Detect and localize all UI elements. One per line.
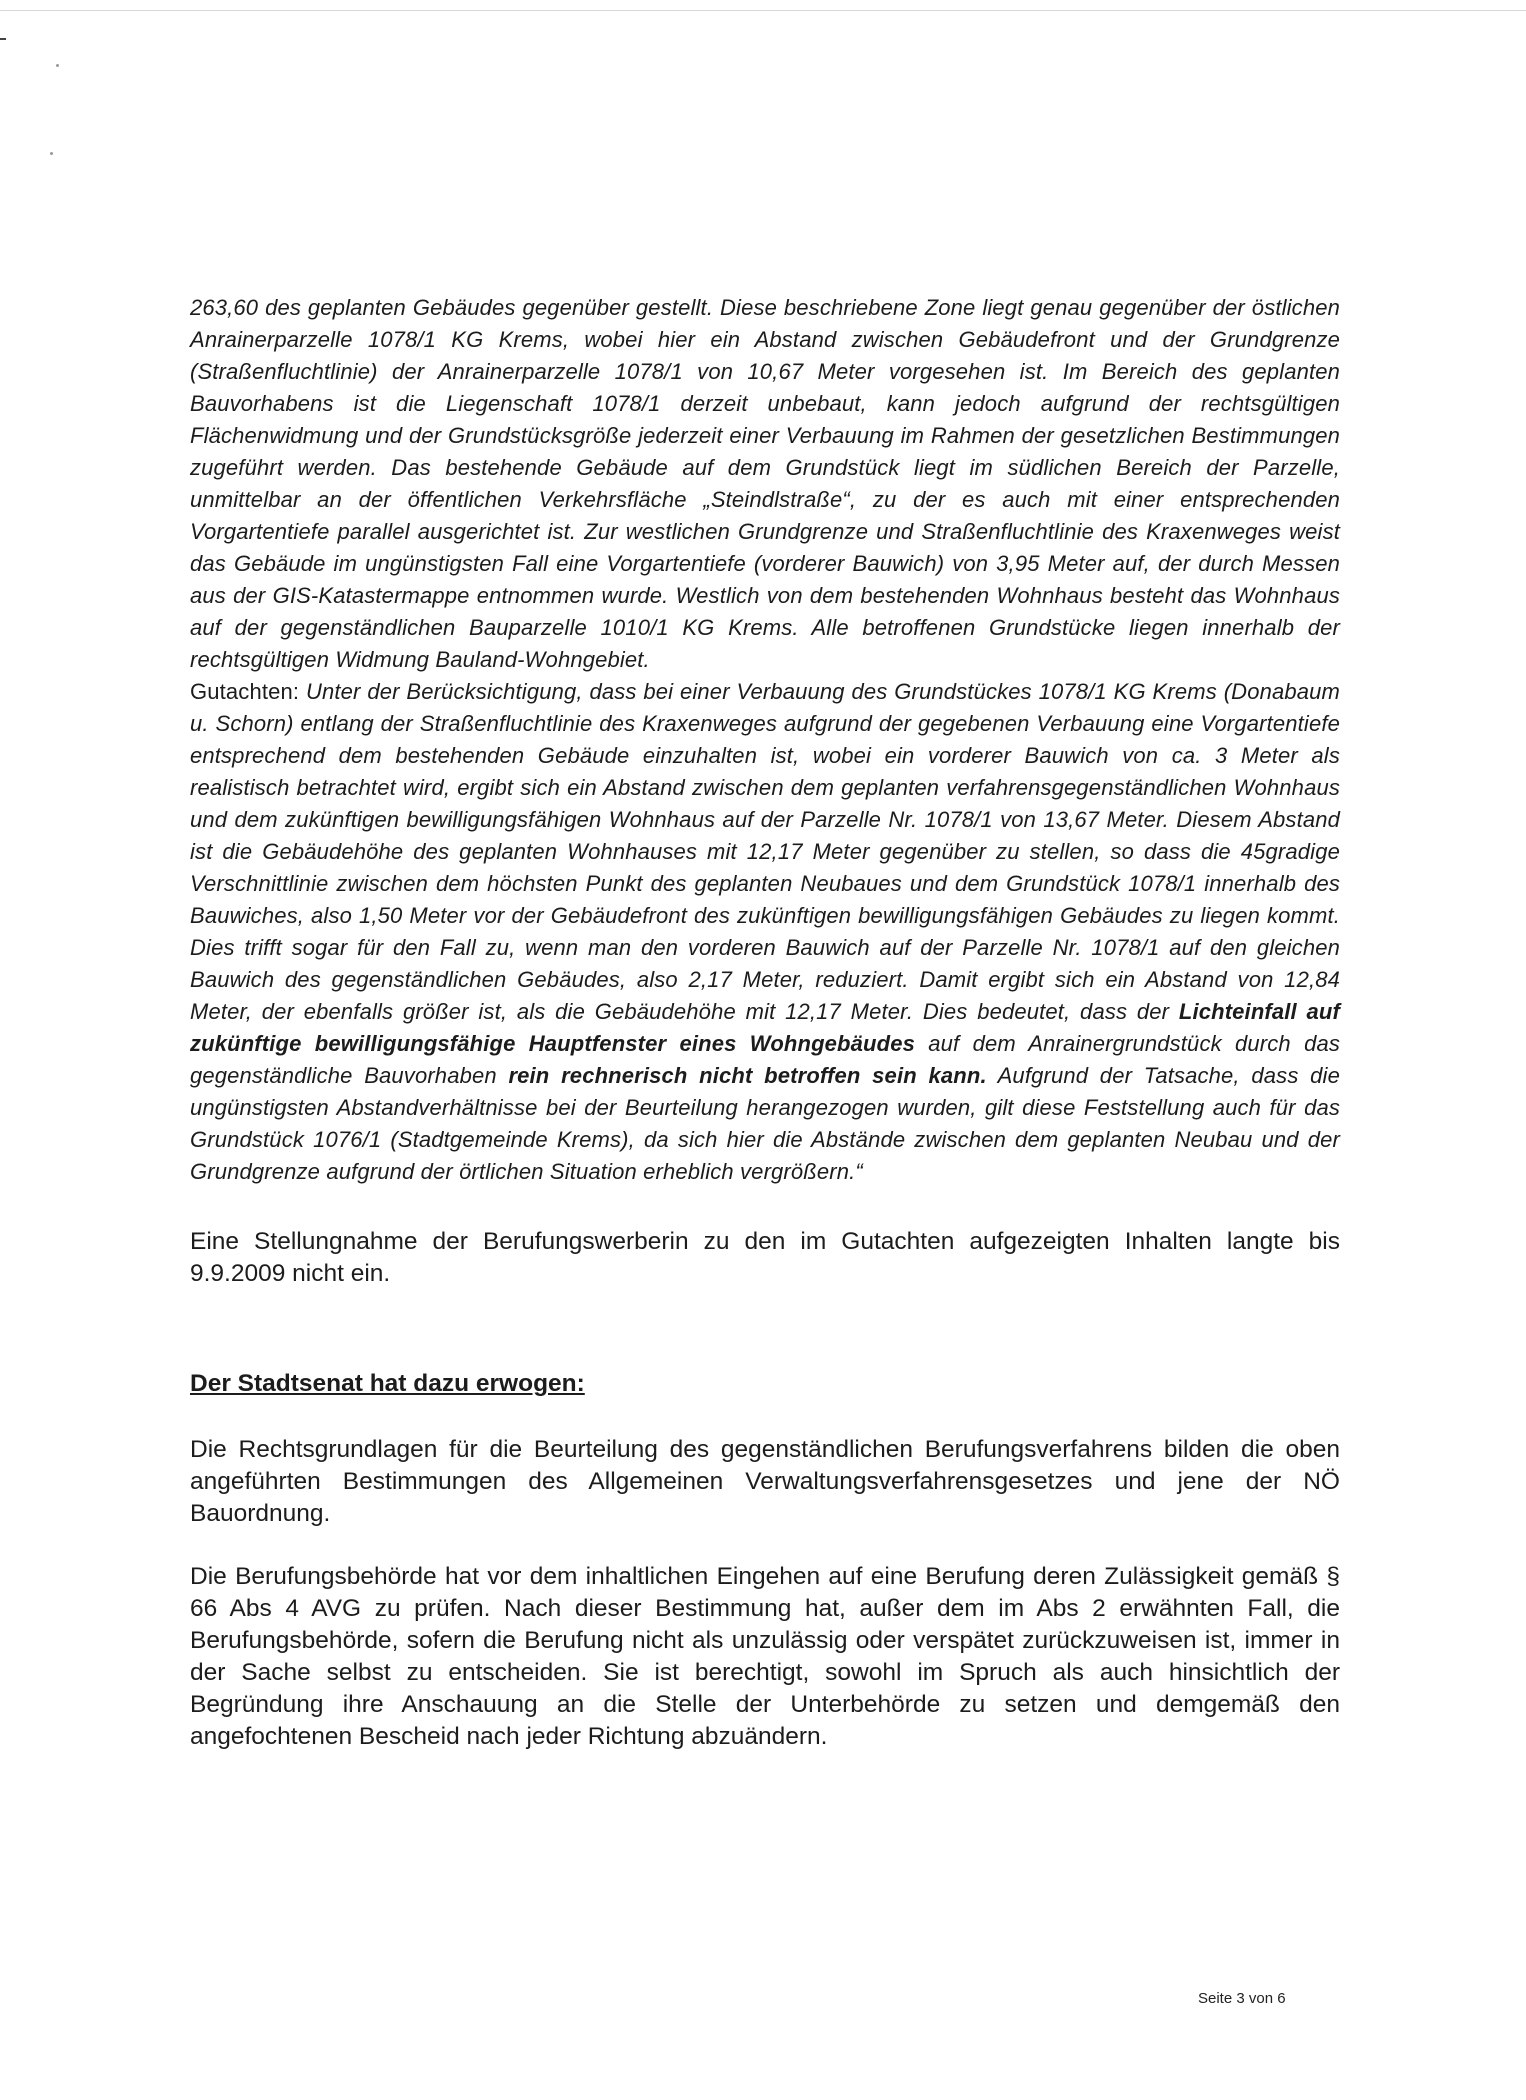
quote-intro-text: 263,60 des geplanten Gebäudes gegenüber gestellt. Diese beschriebene Zone liegt genau gegenüber der östlichen Anrainerparzelle 1078/1 KG Krems, wobei hier ein Abstand zwischen Gebäudefront und der Grundgrenze (Straßenfluchtlinie) der Anrainerparzelle 1078/1 von 10,67 Meter vorgesehen ist. Im Bereich des geplanten Bauvorhabens ist die Liegenschaft 1078/1 derzeit unbebaut, kann jedoch aufgrund der rechtsgültigen Flächenwidmung und der Grundstücksgröße jederzeit einer Verbauung im Rahmen der gesetzlichen Bestimmungen zugeführt werden. Das bestehende Gebäude auf dem Grundstück liegt im südlichen Bereich der Parzelle, unmittelbar an der öffentlichen Verkehrsfläche „Steindlstraße“, zu der es auch mit einer entsprechenden Vorgartentiefe parallel ausgerichtet ist. Zur westlichen Grundgrenze und Straßenfluchtlinie des Kraxenweges weist das Gebäude im ungünstigsten Fall eine Vorgartentiefe (vorderer Bauwich) von 3,95 Meter auf, der durch Messen aus der GIS-Katastermappe entnommen wurde. Westlich von dem bestehenden Wohnhaus besteht das Wohnhaus auf der gegenständlichen Bauparzelle 1010/1 KG Krems. Alle betroffenen Grundstücke liegen innerhalb der rechtsgültigen Widmung Bauland-Wohngebiet. — [190, 295, 1340, 672]
gutachten-text-part-3: Aufgrund der Tatsache, dass die ungünstigsten Abstandverhältnisse bei der Beurteilung herangezogen wurden, gilt diese Feststellung auch für das Grundstück 1076/1 (Stadtgemeinde Krems), da sich hier die Abstände zwischen dem geplanten Neubau und der Grundgrenze aufgrund der örtlichen Situation erheblich vergrößern.“ — [190, 1063, 1340, 1184]
scan-speck — [56, 64, 59, 67]
gutachten-text-part-1: Unter der Berücksichtigung, dass bei einer Verbauung des Grundstückes 1078/1 KG Krems (Donabaum u. Schorn) entlang der Straßenfluchtlinie des Kraxenweges aufgrund der gegebenen Verbauung eine Vorgartentiefe entsprechend dem bestehenden Gebäude einzuhalten ist, wobei ein vorderer Bauwich von ca. 3 Meter als realistisch betrachtet wird, ergibt sich ein Abstand zwischen dem geplanten verfahrensgegenständlichen Wohnhaus und dem zukünftigen bewilligungsfähigen Wohnhaus auf der Parzelle Nr. 1078/1 von 13,67 Meter. Diesem Abstand ist die Gebäudehöhe des geplanten Wohnhauses mit 12,17 Meter gegenüber zu stellen, so dass die 45gradige Verschnittlinie zwischen dem höchsten Punkt des geplanten Neubaues und dem Grundstück 1078/1 innerhalb des Bauwiches, also 1,50 Meter vor der Gebäudefront des zukünftigen bewilligungsfähigen Gebäudes zu liegen kommt. Dies trifft sogar für den Fall zu, wenn man den vorderen Bauwich auf der Parzelle Nr. 1078/1 auf den gleichen Bauwich des gegenständlichen Gebäudes, also 2,17 Meter, reduziert. Damit ergibt sich ein Abstand von 12,84 Meter, der ebenfalls größer ist, als die Gebäudehöhe mit 12,17 Meter. Dies bedeutet, dass der — [190, 679, 1340, 1024]
scan-edge-mark — [0, 38, 6, 40]
page-number: Seite 3 von 6 — [1198, 1990, 1286, 2007]
section-heading: Der Stadtsenat hat dazu erwogen: — [190, 1370, 585, 1397]
statement-paragraph: Eine Stellungnahme der Berufungswerberin zu den im Gutachten aufgezeigten Inhalten langte bis 9.9.2009 nicht ein. — [190, 1228, 1340, 1287]
gutachten-bold-phrase-1: Lichteinfall auf zukünftige bewilligungsfähige Hauptfenster eines Wohngebäudes — [190, 999, 1340, 1056]
document-body — [190, 292, 1340, 1753]
legal-basis-paragraph: Die Rechtsgrundlagen für die Beurteilung des gegenständlichen Berufungsverfahrens bilden die oben angeführten Bestimmungen des Allgemeinen Verwaltungsverfahrensgesetzes und jene der NÖ Bauordnung. — [190, 1436, 1340, 1527]
gutachten-text-part-2: auf dem Anrainergrundstück durch das gegenständliche Bauvorhaben — [190, 1031, 1341, 1088]
gutachten-label: Gutachten: — [190, 679, 300, 704]
scan-speck — [50, 152, 53, 155]
gutachten-bold-phrase-2: rein rechnerisch nicht betroffen sein kann. — [508, 1063, 987, 1088]
appeal-authority-paragraph: Die Berufungsbehörde hat vor dem inhaltlichen Eingehen auf eine Berufung deren Zulässigkeit gemäß § 66 Abs 4 AVG zu prüfen. Nach dieser Bestimmung hat, außer dem im Abs 2 erwähnten Fall, die Berufungsbehörde, sofern die Berufung nicht als unzulässig oder verspätet zurückzuweisen ist, immer in der Sache selbst zu entscheiden. Sie ist berechtigt, sowohl im Spruch als auch hinsichtlich der Begründung ihre Anschauung an die Stelle der Unterbehörde zu setzen und demgemäß den angefochtenen Bescheid nach jeder Richtung abzuändern. — [190, 1563, 1340, 1750]
quoted-expert-opinion — [190, 292, 1340, 1188]
scan-border-line — [0, 10, 1526, 11]
